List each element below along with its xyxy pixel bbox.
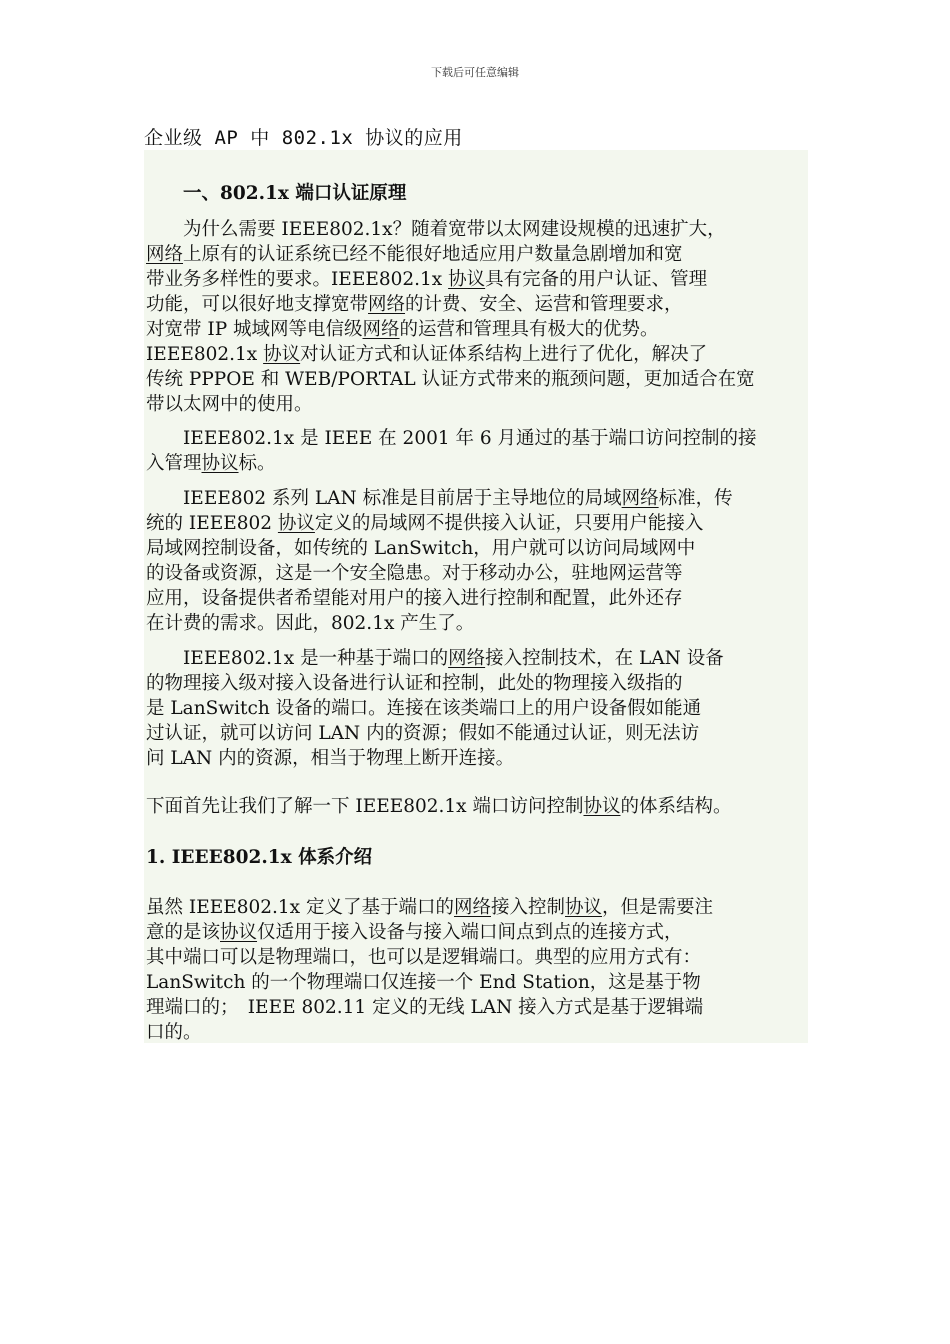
text-line [146,217,810,242]
text-run: 问 LAN 内的资源，相当于物理上断开连接。 [146,748,515,769]
inline-link[interactable]: 协议 [201,453,239,474]
text-run: 局域网控制设备，如传统的 LanSwitch，用户就可以访问局域网中 [146,538,696,559]
text-run: 具有完备的用户认证、管理 [485,269,708,290]
text-line [146,995,810,1020]
paragraph-standard-intro [146,426,810,476]
section-1-heading-block [146,181,810,206]
inline-link[interactable]: 网络 [453,897,491,918]
text-run: 对宽带 IP 城域网等电信级 [146,319,363,340]
text-line [146,671,810,696]
text-run: 在计费的需求。因此，802.1x 产生了。 [146,613,475,634]
text-line [146,696,810,721]
inline-link[interactable]: 协议 [220,922,258,943]
inline-link[interactable]: 协议 [583,796,621,817]
text-run: 是 LanSwitch 设备的端口。连接在该类端口上的用户设备假如能通 [146,698,702,719]
text-run: 其中端口可以是物理端口，也可以是逻辑端口。典型的应用方式有： [146,947,702,968]
text-run: 理端口的； IEEE 802.11 定义的无线 LAN 接入方式是基于逻辑端 [146,997,704,1018]
text-run: 接入控制技术，在 LAN 设备 [485,648,724,669]
text-run: 统的 IEEE802 [146,513,278,534]
text-run: 定义的局域网不提供接入认证，只要用户能接入 [314,513,704,534]
text-run: 为什么需要 IEEE802.1x？随着宽带以太网建设规模的迅速扩大， [146,219,726,240]
text-run: 虽然 IEEE802.1x 定义了基于端口的 [146,897,454,918]
paragraph-ieee802-lan [146,486,810,636]
text-run: 的设备或资源，这是一个安全隐患。对于移动办公，驻地网运营等 [146,563,683,584]
text-run: 的运营和管理具有极大的优势。 [399,319,659,340]
text-run: IEEE802 系列 LAN 标准是目前居于主导地位的局域 [146,488,622,509]
text-run: 传统 PPPOE 和 WEB/PORTAL 认证方式带来的瓶颈问题，更加适合在宽 [146,369,755,390]
text-line [146,1020,810,1045]
inline-link[interactable]: 协议 [448,269,486,290]
document-title: 企业级 AP 中 802.1x 协议的应用 [144,127,463,149]
paragraph-port-access-control [146,646,810,771]
text-line [146,746,810,771]
text-run: 标。 [238,453,276,474]
inline-link[interactable]: 网络 [146,244,184,265]
text-run: IEEE802.1x 是 IEEE 在 2001 年 6 月通过的基于端口访问控制的接 [146,428,757,449]
text-line [146,970,810,995]
text-line [146,451,810,476]
text-run: 接入控制 [491,897,566,918]
inline-link[interactable]: 协议 [565,897,603,918]
text-run: 口的。 [146,1022,202,1043]
text-run: 功能，可以很好地支撑宽带 [146,294,369,315]
text-run: 标准，传 [658,488,733,509]
text-run: 带业务多样性的要求。IEEE802.1x [146,269,449,290]
text-line [146,586,810,611]
text-line [146,317,810,342]
text-run: 的计费、安全、运营和管理要求， [405,294,683,315]
text-line [146,392,810,417]
inline-link[interactable]: 网络 [368,294,406,315]
section-heading: 1. IEEE802.1x 体系介绍 [146,847,373,868]
text-run: 的物理接入级对接入设备进行认证和控制，此处的物理接入级指的 [146,673,683,694]
text-line [146,242,810,267]
text-line [146,721,810,746]
text-run: 下面首先让我们了解一下 IEEE802.1x 端口访问控制 [146,796,584,817]
text-line [146,895,810,920]
text-line [146,426,810,451]
text-line [146,920,810,945]
inline-link[interactable]: 协议 [277,513,315,534]
text-run: 对认证方式和认证体系结构上进行了优化，解决了 [300,344,708,365]
section-2-heading-block [146,845,810,870]
section-heading: 一、802.1x 端口认证原理 [183,183,407,204]
text-run: ，但是需要注 [602,897,714,918]
paragraph-why-8021x [146,217,810,417]
text-line [146,536,810,561]
text-run: 带以太网中的使用。 [146,394,313,415]
text-line [146,646,810,671]
inline-link[interactable]: 网络 [362,319,400,340]
text-line [146,342,810,367]
paragraph-architecture-detail [146,895,810,1045]
paragraph-architecture-lead [146,794,810,819]
text-run: 仅适用于接入设备与接入端口间点到点的连接方式， [257,922,683,943]
text-line [146,611,810,636]
text-line [146,367,810,392]
text-line [146,292,810,317]
text-line [146,511,810,536]
text-line [146,561,810,586]
text-line [146,267,810,292]
text-line [146,945,810,970]
text-run: 的体系结构。 [620,796,732,817]
inline-link[interactable]: 协议 [263,344,301,365]
text-run: 过认证，就可以访问 LAN 内的资源；假如不能通过认证，则无法访 [146,723,700,744]
text-run: 入管理 [146,453,202,474]
text-run: IEEE802.1x [146,344,264,365]
text-line [146,486,810,511]
text-run: 意的是该 [146,922,221,943]
text-line [146,794,810,819]
page-header: 下载后可任意编辑 [431,66,519,79]
text-run: LanSwitch 的一个物理端口仅连接一个 End Station，这是基于物 [146,972,701,993]
text-run: IEEE802.1x 是一种基于端口的 [146,648,449,669]
inline-link[interactable]: 网络 [448,648,486,669]
text-run: 上原有的认证系统已经不能很好地适应用户数量急剧增加和宽 [183,244,683,265]
inline-link[interactable]: 网络 [621,488,659,509]
text-run: 应用，设备提供者希望能对用户的接入进行控制和配置，此外还存 [146,588,683,609]
